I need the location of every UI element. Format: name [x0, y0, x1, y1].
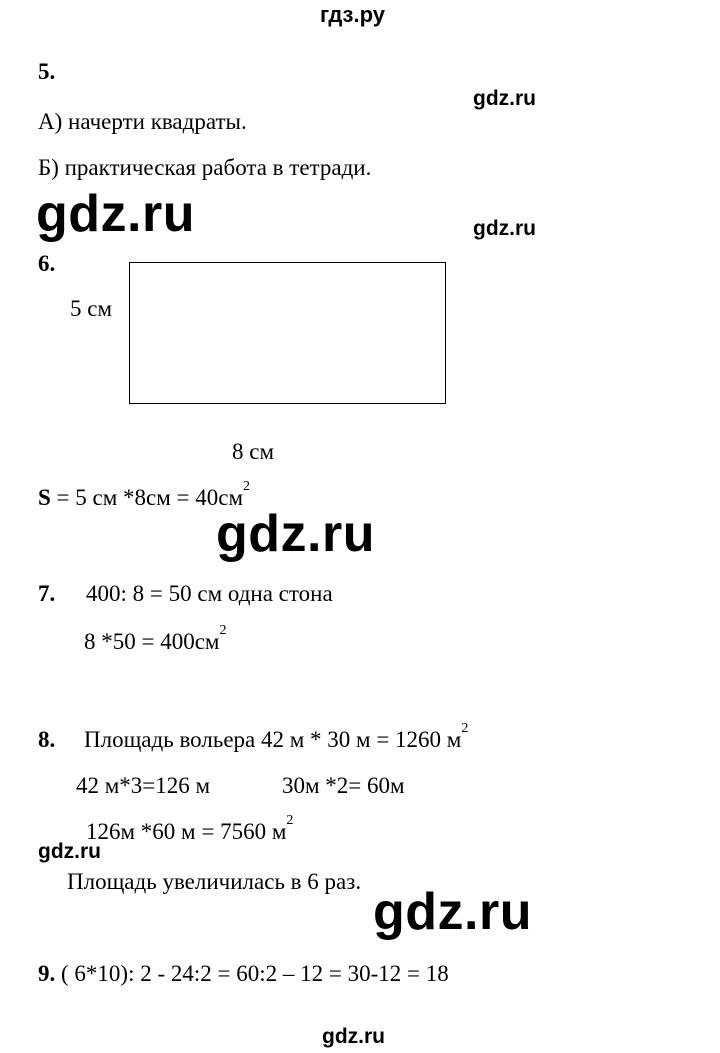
task-8-line-2a: 42 м*3=126 м [76, 773, 211, 798]
task-8-line-3-text: 126м *60 м = 7560 м [86, 819, 287, 844]
task-5-line-a: А) начерти квадраты. [38, 109, 247, 134]
watermark-large: gdz.ru [373, 883, 532, 941]
task-9-line [38, 962, 449, 985]
header-site-title: гдз.ру [320, 2, 385, 27]
rectangle-figure [129, 262, 446, 404]
task-8-line-1-text: Площадь вольера 42 м * 30 м = 1260 м [84, 727, 462, 752]
task-7-number: 7. [38, 581, 56, 606]
task-5-number: 5. [38, 59, 56, 84]
task-9-expression: ( 6*10): 2 - 24:2 = 60:2 – 12 = 30-12 = 18 [55, 961, 449, 986]
superscript: 2 [219, 623, 227, 638]
watermark-small: gdz.ru [473, 87, 536, 110]
superscript: 2 [286, 813, 294, 828]
task-5-line-b: Б) практическая работа в тетради. [38, 155, 372, 180]
superscript: 2 [243, 479, 251, 494]
task-8-line-2b: 30м *2= 60м [282, 773, 405, 798]
superscript: 2 [461, 721, 469, 736]
watermark-large: gdz.ru [216, 505, 375, 563]
task-8-line-1 [84, 721, 469, 752]
task-8-number: 8. [38, 727, 56, 752]
watermark-small: gdz.ru [322, 1025, 385, 1048]
watermark-small: gdz.ru [473, 217, 536, 240]
task-7-line-2 [84, 623, 227, 654]
rectangle-bottom-label: 8 см [232, 439, 275, 464]
watermark-small: gdz.ru [38, 840, 101, 863]
task-6-number: 6. [38, 251, 56, 276]
watermark-large: gdz.ru [36, 185, 195, 243]
task-7-line-1: 400: 8 = 50 см одна стона [86, 581, 333, 606]
rectangle-side-label: 5 см [70, 296, 113, 321]
area-formula: = 5 см *8см = 40см [50, 485, 244, 510]
task-8-line-3 [86, 813, 294, 844]
task-9-number: 9. [38, 961, 56, 986]
task-8-line-4: Площадь увеличилась в 6 раз. [67, 869, 362, 894]
area-symbol: S [38, 485, 51, 510]
task-7-line-2-text: 8 *50 = 400см [84, 629, 220, 654]
